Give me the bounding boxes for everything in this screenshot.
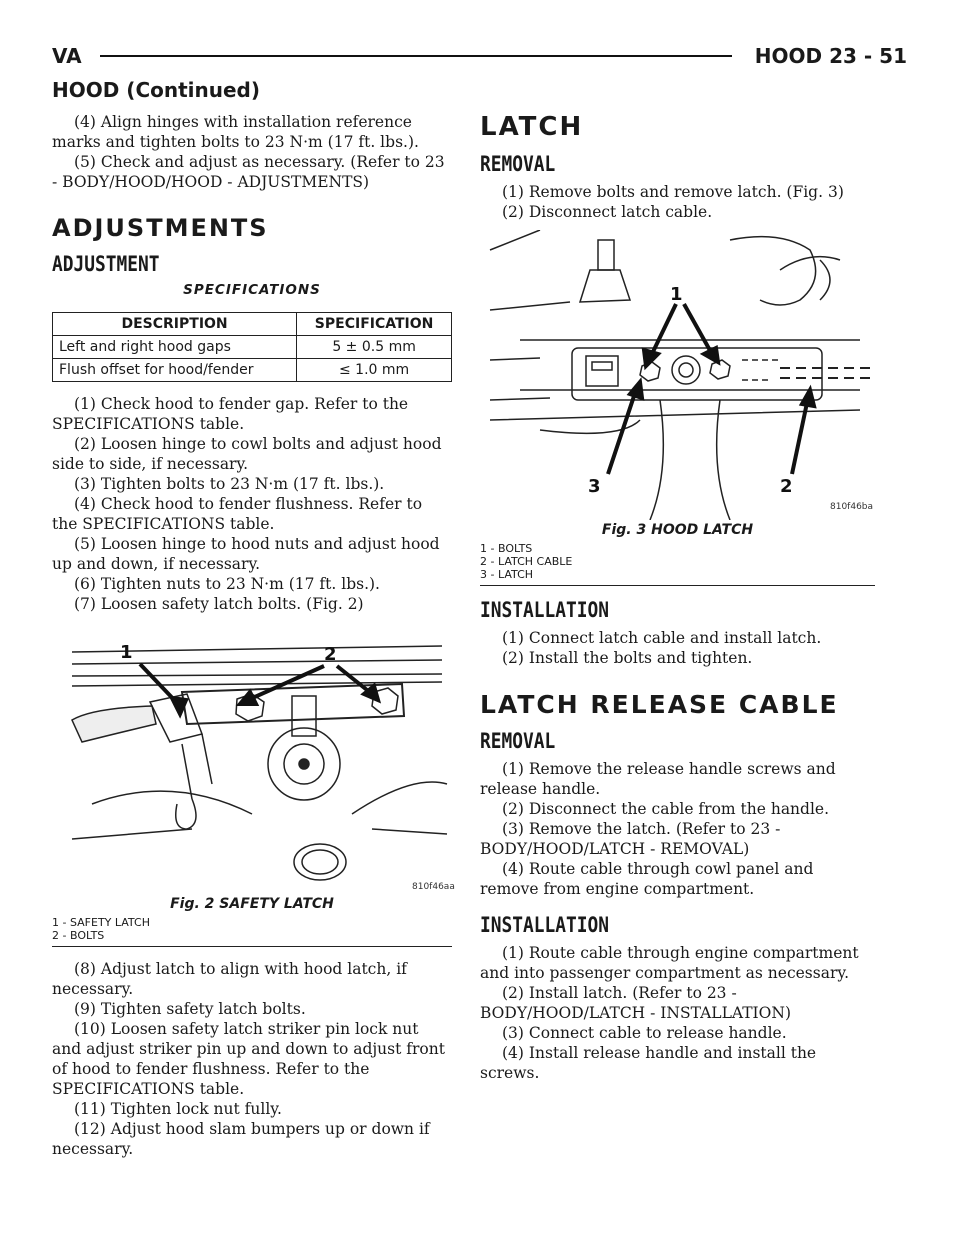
figure-legend [52,916,452,942]
figure-legend [480,542,875,581]
left-column [52,112,455,1159]
table-cell: Flush offset for hood/fender [53,359,297,382]
step: (4) Route cable through cowl panel and remove from engine compartment. [480,860,814,898]
step: (3) Connect cable to release handle. [502,1024,787,1042]
step: (10) Loosen safety latch striker pin lock nut and adjust striker pin up and down to adjust front of hood to fender flushness. Refer to the SPECIFICATIONS table. [52,1020,445,1098]
step: (3) Tighten bolts to 23 N·m (17 ft. lbs.). [74,475,385,493]
step: (1) Check hood to fender gap. Refer to the SPECIFICATIONS table. [52,395,409,433]
step: (4) Install release handle and install the screws. [480,1044,817,1082]
figure-caption: Fig. 2 SAFETY LATCH [170,896,334,912]
figure-hood-latch [480,230,875,586]
step: (2) Install the bolts and tighten. [502,649,753,667]
step: (1) Route cable through engine compartment and into passenger compartment as necessary. [480,944,859,982]
spec-table [52,312,452,382]
step: (2) Loosen hinge to cowl bolts and adjust hood side to side, if necessary. [52,435,442,473]
figure-code: 810f46ba [830,502,874,512]
spec-table-title: SPECIFICATIONS [183,282,321,298]
section-heading-adjustments: ADJUSTMENTS [52,214,269,242]
step: (2) Disconnect the cable from the handle. [502,800,830,818]
legend-item: 3 - LATCH [480,568,534,581]
subsection-heading-installation: INSTALLATION [480,598,609,622]
section-heading-latch: LATCH [480,112,584,142]
figure-code: 810f46aa [412,882,455,892]
legend-item: 2 - BOLTS [52,929,105,942]
step: (7) Loosen safety latch bolts. (Fig. 2) [74,595,364,613]
callout-1: 1 [120,642,133,663]
table-cell: Left and right hood gaps [53,336,297,359]
safety-latch-illustration [52,624,452,894]
callout-3: 3 [588,476,601,497]
table-cell: 5 ± 0.5 mm [297,336,452,359]
right-column [480,112,875,1083]
step: (1) Remove the release handle screws and release handle. [480,760,836,798]
step: (1) Connect latch cable and install latch. [502,629,822,647]
table-header: DESCRIPTION [53,313,297,336]
page-header [52,44,907,74]
legend-item: 1 - BOLTS [480,542,533,555]
step: (4) Check hood to fender flushness. Refer to the SPECIFICATIONS table. [52,495,423,533]
figure-caption: Fig. 3 HOOD LATCH [601,522,754,538]
continued-heading: HOOD (Continued) [52,78,261,102]
step: (2) Disconnect latch cable. [502,203,713,221]
step: (8) Adjust latch to align with hood latch, if necessary. [52,960,407,998]
hood-latch-illustration [480,230,875,520]
subsection-heading-installation: INSTALLATION [480,913,609,937]
figure-safety-latch [52,624,455,947]
legend-item: 1 - SAFETY LATCH [52,916,150,929]
callout-1: 1 [670,284,683,305]
step: (6) Tighten nuts to 23 N·m (17 ft. lbs.). [74,575,380,593]
step: (3) Remove the latch. (Refer to 23 - BODY/HOOD/LATCH - REMOVAL) [480,820,781,858]
table-row [53,359,452,382]
table-cell: ≤ 1.0 mm [297,359,452,382]
section-heading-latch-release-cable: LATCH RELEASE CABLE [480,690,839,719]
callout-2: 2 [324,644,337,665]
table-row [53,336,452,359]
step: (11) Tighten lock nut fully. [74,1100,282,1118]
header-rule [100,55,732,57]
callout-2: 2 [780,476,793,497]
subsection-heading-adjustment: ADJUSTMENT [52,252,160,276]
step: (12) Adjust hood slam bumpers up or down if necessary. [52,1120,430,1158]
paragraph: (4) Align hinges with installation reference marks and tighten bolts to 23 N·m (17 ft. lbs.). [52,113,419,151]
legend-item: 2 - LATCH CABLE [480,555,573,568]
header-right: HOOD 23 - 51 [754,44,907,68]
subsection-heading-removal: REMOVAL [480,152,556,176]
step: (1) Remove bolts and remove latch. (Fig. 3) [502,183,844,201]
table-header: SPECIFICATION [297,313,452,336]
step: (9) Tighten safety latch bolts. [74,1000,306,1018]
paragraph: (5) Check and adjust as necessary. (Refer to 23 - BODY/HOOD/HOOD - ADJUSTMENTS) [52,153,445,191]
subsection-heading-removal: REMOVAL [480,729,556,753]
step: (5) Loosen hinge to hood nuts and adjust hood up and down, if necessary. [52,535,440,573]
step: (2) Install latch. (Refer to 23 - BODY/HOOD/LATCH - INSTALLATION) [480,984,791,1022]
header-left: VA [52,44,82,68]
table-header-row [53,313,452,336]
